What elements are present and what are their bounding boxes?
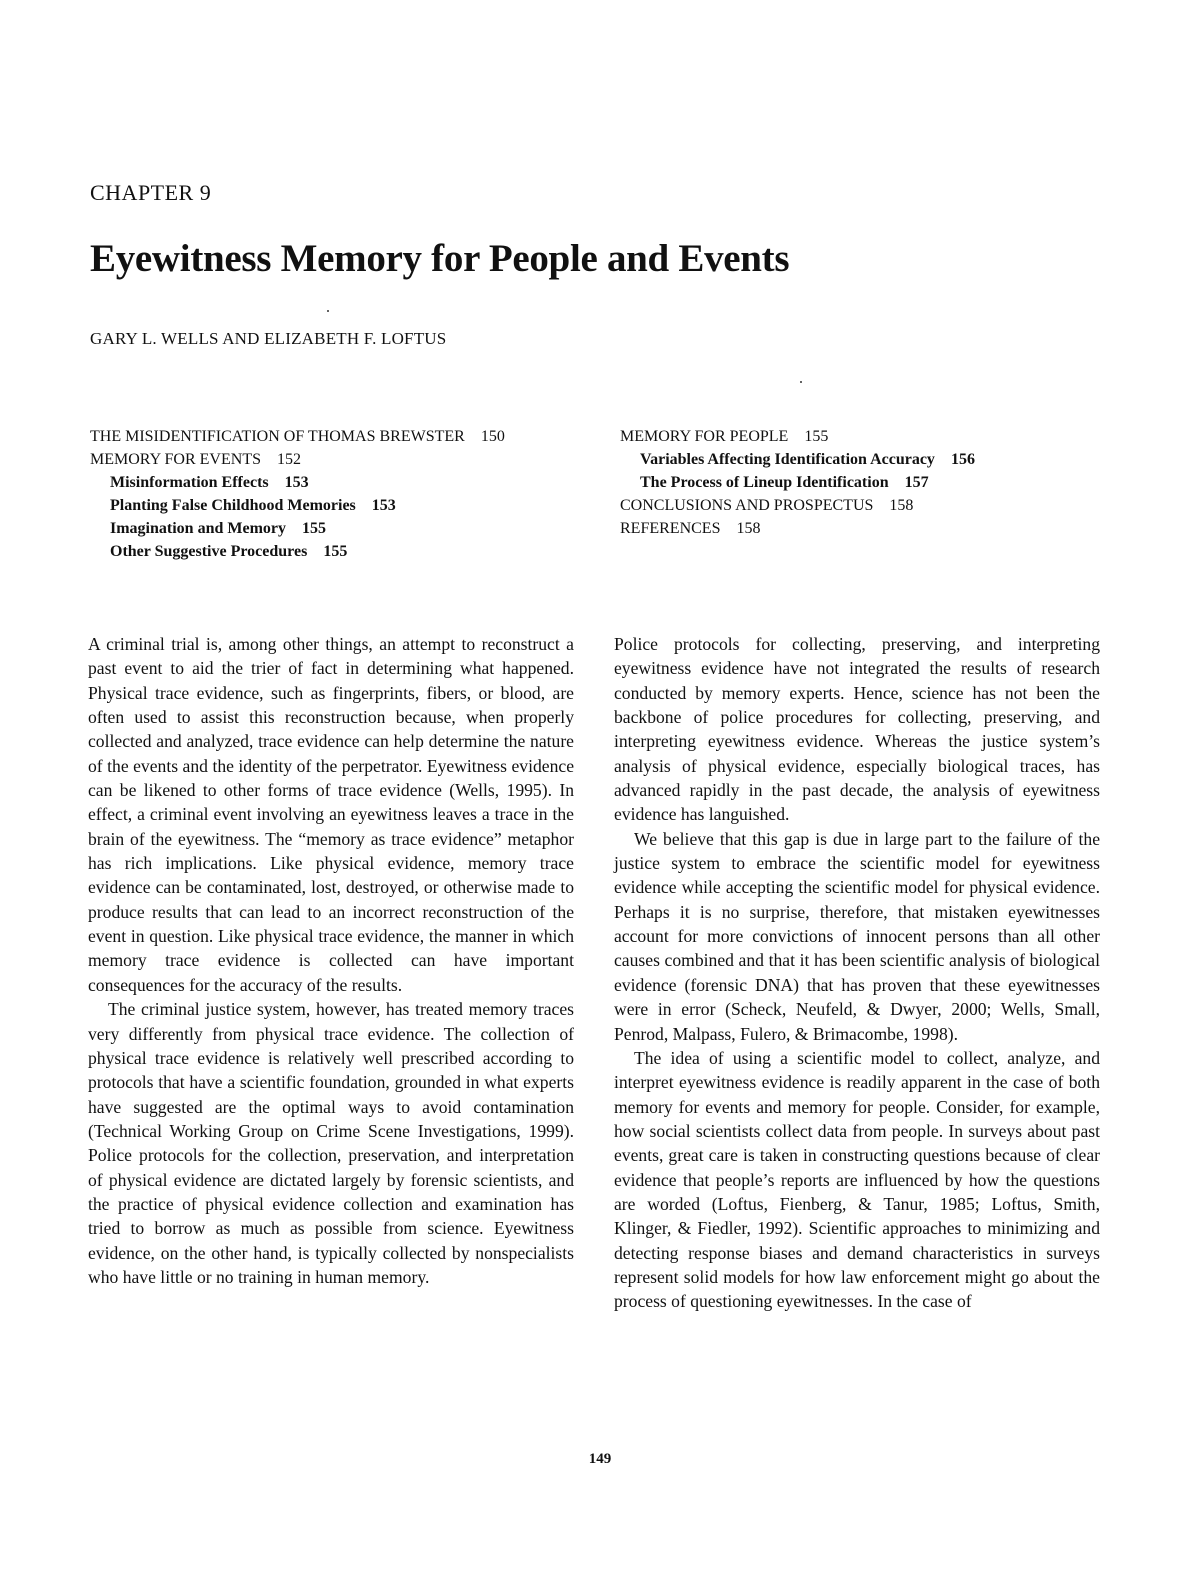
body-column-left <box>88 632 574 1289</box>
toc-entry[interactable] <box>620 425 1140 448</box>
toc-entry-page: 155 <box>302 520 326 537</box>
toc-entry[interactable] <box>620 448 1140 471</box>
body-paragraph: The criminal justice system, however, has treated memory traces very differently from physical trace evidence. The collection of physical trace evidence is relatively well prescribed according to protocols that have a scientific foundation, grounded in what experts have suggested are the optimal ways to avoid contamination (Technical Working Group on Crime Scene Investigations, 1999). Police protocols for the collection, preservation, and interpretation of physical evidence are dictated largely by forensic scientists, and the practice of physical evidence collection and examination has tried to borrow as much as possible from science. Eyewitness evidence, on the other hand, is typically collected by nonspecialists who have little or no training in human memory. <box>88 999 574 1287</box>
toc-entry[interactable] <box>620 517 1140 540</box>
toc-entry-page: 157 <box>904 474 929 491</box>
toc-entry[interactable] <box>90 471 590 494</box>
toc-entry-page: 152 <box>276 451 301 468</box>
toc-entry[interactable] <box>90 425 590 448</box>
toc-entry-page: 155 <box>804 428 829 445</box>
toc-entry-title: Variables Affecting Identification Accuracy <box>640 451 935 468</box>
scan-speck <box>800 381 802 383</box>
toc-entry-title: MEMORY FOR PEOPLE <box>620 428 789 445</box>
toc-entry[interactable] <box>620 471 1140 494</box>
toc-entry[interactable] <box>90 494 590 517</box>
scan-speck <box>327 310 329 312</box>
toc-entry-title: REFERENCES <box>620 520 721 537</box>
page-number: 149 <box>588 1451 612 1467</box>
toc-entry-title: Misinformation Effects <box>110 474 269 491</box>
toc-entry-title: The Process of Lineup Identification <box>640 474 889 491</box>
body-column-right <box>614 632 1100 1314</box>
chapter-title: Eyewitness Memory for People and Events <box>90 237 790 280</box>
toc-entry-title: Planting False Childhood Memories <box>110 497 356 514</box>
body-paragraph: We believe that this gap is due in large part to the failure of the justice system to embrace the scientific model for eyewitness evidence while accepting the scientific model for physical evidence. Perhaps it is no surprise, therefore, that mistaken eyewitnesses account for more convictions of innocent persons than all other causes combined and that it has been scientific analysis of biological evidence (forensic DNA) that has proven that these eyewitnesses were in error (Scheck, Neufeld, & Dwyer, 2000; Wells, Small, Penrod, Malpass, Fulero, & Brimacombe, 1998). <box>614 828 1100 1044</box>
body-paragraph: A criminal trial is, among other things, an attempt to reconstruct a past event to aid the trier of fact in determining what happened. Physical trace evidence, such as fingerprints, fibers, or blood, are often used to assist this reconstruction because, when properly collected and analyzed, trace evidence can help determine the nature of the events and the identity of the perpetrator. Eyewitness evidence can be likened to other forms of trace evidence (Wells, 1995). In effect, a criminal event involving an eyewitness leaves a trace in the brain of the eyewitness. The “memory as trace evidence” metaphor has rich implications. Like physical evidence, memory trace evidence can be contaminated, lost, destroyed, or otherwise made to produce results that can lead to an incorrect reconstruction of the event in question. Like physical trace evidence, the manner in which memory trace evidence is collected can have important consequences for the accuracy of the results. <box>88 634 574 995</box>
toc-entry-page: 158 <box>889 497 914 514</box>
chapter-label: CHAPTER 9 <box>90 180 212 205</box>
table-of-contents-left <box>90 425 590 563</box>
toc-entry-title: THE MISIDENTIFICATION OF THOMAS BREWSTER <box>90 428 465 445</box>
body-paragraph: Police protocols for collecting, preserving, and interpreting eyewitness evidence have not integrated the results of research conducted by memory experts. Hence, science has not been the backbone of police procedures for collecting, preserving, and interpreting eyewitness evidence. Whereas the justice system’s analysis of physical evidence, especially biological traces, has advanced rapidly in the past decade, the analysis of eyewitness evidence has languished. <box>614 634 1100 825</box>
toc-entry-title: MEMORY FOR EVENTS <box>90 451 261 468</box>
toc-entry[interactable] <box>90 540 590 563</box>
toc-entry-page: 153 <box>371 497 396 514</box>
toc-entry[interactable] <box>90 517 590 540</box>
chapter-authors: GARY L. WELLS AND ELIZABETH F. LOFTUS <box>90 329 447 348</box>
toc-entry[interactable] <box>90 448 590 471</box>
body-paragraph: The idea of using a scientific model to collect, analyze, and interpret eyewitness evidence is readily apparent in the case of both memory for events and memory for people. Consider, for example, how social scientists collect data from people. In surveys about past events, great care is taken in constructing questions because of clear evidence that people’s reports are influenced by how the questions are worded (Loftus, Fienberg, & Tanur, 1985; Loftus, Smith, Klinger, & Fiedler, 1992). Scientific approaches to minimizing and detecting response biases and demand characteristics in surveys represent solid models for how law enforcement might go about the process of questioning eyewitnesses. In the case of <box>614 1047 1100 1312</box>
toc-entry-page: 155 <box>323 543 348 560</box>
table-of-contents-right <box>620 425 1140 540</box>
toc-entry-title: CONCLUSIONS AND PROSPECTUS <box>620 497 874 514</box>
toc-entry-title: Other Suggestive Procedures <box>110 543 308 560</box>
toc-entry[interactable] <box>620 494 1140 517</box>
toc-entry-page: 153 <box>284 474 309 491</box>
toc-entry-page: 156 <box>950 451 975 468</box>
toc-entry-title: Imagination and Memory <box>110 520 286 537</box>
toc-entry-page: 158 <box>736 520 761 537</box>
toc-entry-page: 150 <box>480 428 505 445</box>
